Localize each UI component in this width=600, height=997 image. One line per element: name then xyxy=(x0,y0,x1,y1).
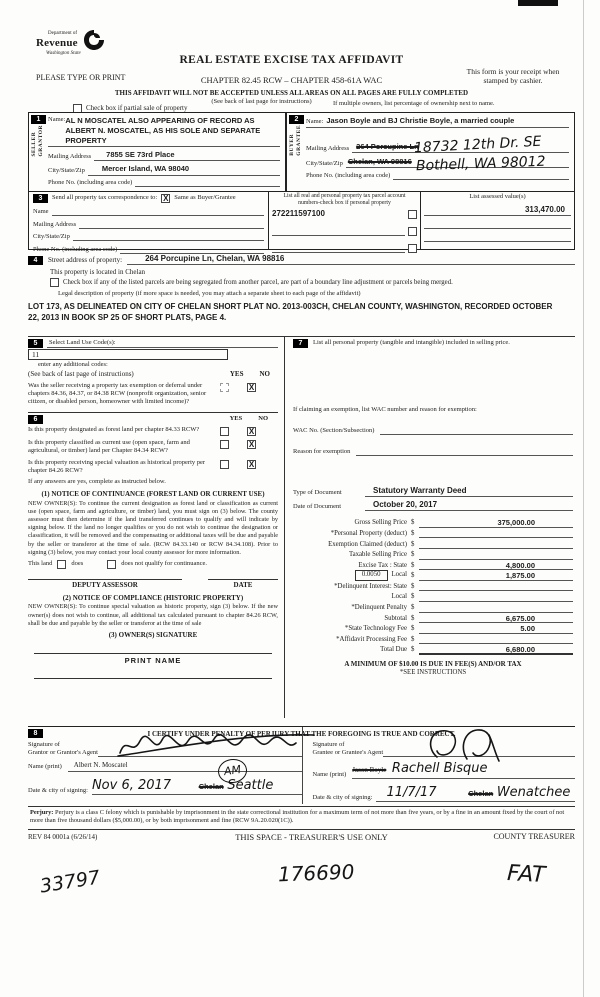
finance-row: Subtotal $ 6,675.00 xyxy=(293,613,573,624)
grantee-city-struck: Chelan xyxy=(468,788,494,798)
finance-row: *Affidavit Processing Fee $ xyxy=(293,634,573,645)
buyer-city-handwritten: Bothell, WA 98012 xyxy=(415,153,546,175)
see-back-note: (See back of last page for instructions) xyxy=(211,98,312,105)
owners-signature-line[interactable] xyxy=(34,642,272,654)
grantee-city-handwritten: Wenatchee xyxy=(496,784,571,800)
finance-row: *State Technology Fee $ 5.00 xyxy=(293,623,573,634)
section6-badge: 6 xyxy=(28,415,43,424)
section3-badge: 3 xyxy=(33,194,48,203)
doc-date-value[interactable]: October 20, 2017 xyxy=(373,500,438,510)
buyer-grantee-side-label: BUYER GRANTEE xyxy=(288,125,302,156)
parcel-number[interactable]: 272211597100 xyxy=(272,208,325,218)
send-correspondence-label: Send all property tax correspondence to: xyxy=(52,194,158,202)
grantee-date-handwritten: 11/7/17 xyxy=(386,784,437,800)
form-header xyxy=(28,0,575,112)
seller-name-value[interactable]: AL N MOSCATEL ALSO APPEARING OF RECORD AS ALBERT N. MOSCATEL, AS HIS SOLE AND SEPARATE PROPERTY xyxy=(65,116,261,145)
assessed-header: List assessed value(s) xyxy=(469,193,526,200)
parcel-header: List all real and personal property tax parcel account numbers-check box if personal property xyxy=(283,193,406,206)
logo-state-text: Washington State xyxy=(46,51,81,56)
rev-number: REV 84 0001a (6/26/14) xyxy=(28,832,98,841)
logo-revenue-text: Revenue xyxy=(36,37,78,50)
print-name-line[interactable] xyxy=(34,667,272,679)
s5-no-header: NO xyxy=(259,370,270,379)
revenue-swirl-icon xyxy=(83,29,105,54)
party-boxes xyxy=(28,112,575,192)
footer-row xyxy=(28,829,575,843)
corr-phone-field[interactable] xyxy=(120,253,264,254)
exemption-note: If claiming an exemption, list WAC number and reason for exemption: xyxy=(293,405,477,413)
s6-question-1: Is this property designated as forest land per chapter 84.33 RCW? xyxy=(28,426,200,434)
finance-table xyxy=(293,517,573,655)
section4-badge: 4 xyxy=(28,256,43,265)
grantee-name-label: Name (print) xyxy=(312,770,347,778)
s6-no-header: NO xyxy=(258,415,268,423)
legal-description-label: Legal description of property (if more space is needed, you may attach a separate sheet to each page of the affidavit) xyxy=(58,289,361,297)
stamp-text-right: FAT xyxy=(506,860,546,888)
land-use-code-value[interactable]: 11 xyxy=(28,349,228,360)
section8 xyxy=(28,726,575,804)
grantee-signature-block xyxy=(302,727,576,804)
perjury-paragraph xyxy=(28,806,575,829)
buyer-name-label: Name: xyxy=(306,117,324,125)
s6-q2-yes-checkbox[interactable] xyxy=(220,440,229,449)
finance-row: Taxable Selling Price $ xyxy=(293,549,573,560)
does-label: does xyxy=(71,560,84,568)
seller-grantor-side-label: SELLER GRANTOR xyxy=(30,125,44,157)
form-title: REAL ESTATE EXCISE TAX AFFIDAVIT xyxy=(179,54,404,66)
buyer-mailing-label: Mailing Address xyxy=(306,144,350,152)
gross-selling-price: 375,000.00 xyxy=(497,518,535,528)
land-use-label: Select Land Use Code(s): xyxy=(47,339,278,348)
stamp-number-center: 176690 xyxy=(277,859,355,886)
notice1-title: (1) NOTICE OF CONTINUANCE (FOREST LAND OR CURRENT USE) xyxy=(41,489,265,498)
land-does-checkbox[interactable] xyxy=(57,560,66,569)
section2-badge: 2 xyxy=(289,115,304,124)
please-type-label: PLEASE TYPE OR PRINT xyxy=(36,73,126,82)
grantee-date-label: Date & city of signing: xyxy=(312,793,373,801)
doc-type-value[interactable]: Statutory Warranty Deed xyxy=(373,485,467,495)
finance-row: Exemption Claimed (deduct) $ xyxy=(293,538,573,549)
buyer-box xyxy=(286,112,575,192)
county-treasurer-label: COUNTY TREASURER xyxy=(493,832,575,842)
buyer-phone-label: Phone No. (including area code) xyxy=(306,172,391,179)
seller-city-label: City/State/Zip xyxy=(48,167,85,175)
buyer-mailing-struck[interactable]: 264 Porcupine Ln xyxy=(356,141,419,151)
grantor-sig-label-1: Signature of xyxy=(28,740,60,748)
section5-badge: 5 xyxy=(28,339,43,348)
section7-badge: 7 xyxy=(293,339,308,348)
scan-edge-line xyxy=(583,0,584,997)
land-does-not-checkbox[interactable] xyxy=(107,560,116,569)
wac-label: WAC No. (Section/Subsection) xyxy=(293,426,375,434)
section3-row xyxy=(28,192,575,253)
grantor-signature-block xyxy=(28,727,302,804)
buyer-phone-field[interactable] xyxy=(393,179,569,180)
minimum-due-note: A MINIMUM OF $10.00 IS DUE IN FEE(S) AND/OR TAX xyxy=(344,659,522,668)
corr-city-field[interactable] xyxy=(73,240,264,241)
logo-dept-text: Department of xyxy=(48,31,78,36)
buyer-mailing-handwritten: 18732 12th Dr. SE xyxy=(413,133,542,157)
grantor-name-label: Name (print) xyxy=(28,763,62,771)
finance-row: *Delinquent Penalty $ xyxy=(293,602,573,613)
finance-row: Gross Selling Price $ 375,000.00 xyxy=(293,517,573,528)
parcel-field-2[interactable] xyxy=(272,235,405,236)
grantor-initials-circled: AM xyxy=(216,757,248,785)
corr-city-label: City/State/Zip xyxy=(33,233,70,241)
doc-date-label: Date of Document xyxy=(293,503,342,511)
deputy-assessor-line[interactable]: DEPUTY ASSESSOR xyxy=(28,579,182,590)
s6-question-2: Is this property classified as current use (open space, farm and agricultural, or timber) land per Chapter 84.34 RCW? xyxy=(28,439,190,455)
segregated-label: Check box if any of the listed parcels are being segregated from another parcel, are part of a boundary line adjustment or parcels being merged. xyxy=(63,278,453,286)
seller-phone-label: Phone No. (including area code) xyxy=(48,178,133,186)
receipt-note: This form is your receipt when stamped by cashier. xyxy=(466,67,560,86)
total-due: 6,680.00 xyxy=(505,644,535,654)
chapter-label: CHAPTER 82.45 RCW – CHAPTER 458-61A WAC xyxy=(200,75,383,85)
certify-statement: I CERTIFY UNDER PENALTY OF PERJURY THAT THE FOREGOING IS TRUE AND CORRECT. xyxy=(147,729,456,738)
finance-row: *Delinquent Interest: State $ xyxy=(293,581,573,592)
perjury-label: Perjury: xyxy=(30,808,54,816)
s6-note: If any answers are yes, complete as instructed below. xyxy=(28,477,166,485)
grantee-name-struck: Jason Boyle xyxy=(352,766,387,775)
buyer-name-value[interactable]: Jason Boyle and BJ Christie Boyle, a married couple xyxy=(326,116,515,125)
personal-property-checkbox-2[interactable] xyxy=(408,227,417,236)
s6-q1-no-checkbox[interactable]: X xyxy=(248,427,255,437)
s6-yes-header: YES xyxy=(229,415,243,423)
assessed-value[interactable]: 313,470.00 xyxy=(524,204,565,214)
grantor-name-value[interactable]: Albert N. Moscatel xyxy=(73,761,128,770)
mid-columns xyxy=(28,336,575,718)
street-address-label: Street address of property: xyxy=(48,256,123,265)
finance-row: *Personal Property (deduct) $ xyxy=(293,528,573,539)
section8-badge: 8 xyxy=(28,729,43,738)
same-as-buyer-checkbox[interactable]: X xyxy=(163,194,169,203)
corr-phone-label: Phone No. (including area code) xyxy=(33,245,118,253)
additional-codes-label: enter any additional codes: xyxy=(38,361,108,369)
s5-yes-checkbox[interactable] xyxy=(220,383,229,392)
owners-signature-label: (3) OWNER(S) SIGNATURE xyxy=(108,630,198,639)
multiple-owners-note: If multiple owners, list percentage of ownership next to name. xyxy=(333,100,495,107)
see-back-instructions: (See back of last page of instructions) xyxy=(28,370,134,379)
corr-mailing-label: Mailing Address xyxy=(33,220,77,228)
seller-box xyxy=(28,112,286,192)
segregated-checkbox[interactable] xyxy=(50,278,59,287)
grantor-city-struck: Chelan xyxy=(198,781,224,791)
assessed-field-3[interactable] xyxy=(424,241,571,242)
grantor-date-handwritten: Nov 6, 2017 xyxy=(91,777,172,793)
parcel-field-3[interactable] xyxy=(272,252,405,253)
personal-property-label: List all personal property (tangible and intangible) included in selling price. xyxy=(313,338,510,346)
buyer-city-struck[interactable]: Chelan, WA 98816 xyxy=(347,156,412,166)
seller-mailing-label: Mailing Address xyxy=(48,153,92,161)
s6-q1-yes-checkbox[interactable] xyxy=(220,427,229,436)
seller-city-value[interactable]: Mercer Island, WA 98040 xyxy=(101,164,190,174)
same-as-buyer-label: Same as Buyer/Grantee xyxy=(174,194,236,202)
subtotal: 6,675.00 xyxy=(505,613,535,623)
left-column xyxy=(28,337,285,718)
property-located-text: This property is located in Chelan xyxy=(50,267,146,276)
notice2-body: NEW OWNER(S): To continue special valuation as historic property, sign (3) below. If the new owner(s) does not wish to continue, all additional tax calculated pursuant to chapter 84.26 RCW, shall be due and payable by the seller or transferor at the time of sale xyxy=(28,603,278,627)
stamp-number-left: 33797 xyxy=(38,865,102,898)
personal-property-checkbox-3[interactable] xyxy=(408,244,417,253)
notice1-body: NEW OWNER(S): To continue the current designation as forest land or classification as current use (open space, farm and agriculture, or timber) land, you must sign on (3) below. The county assessor must then determine if the land transferred continues to qualify and will indicate by signing below. If the land no longer qualifies or you do not wish to continue the designation or classification, it will be removed and the compensating or additional taxes will be due and payable by the seller or transferor at the time of sale. (RCW 84.33.140 or RCW 84.34.108). Prior to signing (3) below, you may contact your local county assessor for more information. xyxy=(28,499,278,556)
seller-phone-field[interactable] xyxy=(135,186,280,187)
section4 xyxy=(28,250,575,324)
notice2-title: (2) NOTICE OF COMPLIANCE (HISTORIC PROPERTY) xyxy=(62,593,244,602)
date-line[interactable]: DATE xyxy=(208,579,278,590)
corr-mailing-field[interactable] xyxy=(79,228,264,229)
assessed-field-2[interactable] xyxy=(424,228,571,229)
corr-name-field[interactable] xyxy=(52,215,264,216)
s5-no-checkbox[interactable]: X xyxy=(248,382,255,392)
grantor-date-label: Date & city of signing: xyxy=(28,786,88,794)
section1-badge: 1 xyxy=(31,115,46,124)
finance-row: 0.0050 Local $ 1,875.00 xyxy=(293,570,573,581)
excise-tax-local: 1,875.00 xyxy=(505,571,535,581)
reason-label: Reason for exemption xyxy=(293,447,351,455)
grantor-sig-label-2: Grantor or Grantor's Agent xyxy=(28,749,98,757)
corr-name-label: Name xyxy=(33,208,49,215)
treasurer-space-label: THIS SPACE - TREASURER'S USE ONLY xyxy=(235,831,388,842)
buyer-city-label: City/State/Zip xyxy=(306,159,343,167)
finance-row: Local $ xyxy=(293,591,573,602)
s6-q3-no-checkbox[interactable]: X xyxy=(248,459,255,469)
doc-type-label: Type of Document xyxy=(293,488,342,496)
finance-row: Total Due $ 6,680.00 xyxy=(293,644,573,655)
s5-question: Was the seller receiving a property tax exemption or deferral under chapters 84.36, 84.37, or 84.38 RCW (nonprofit organization, senior citizen, or disabled person, homeowner with limited income)? xyxy=(28,381,207,406)
finance-row: Excise Tax : State $ 4,800.00 xyxy=(293,560,573,571)
wac-field[interactable] xyxy=(380,434,573,435)
s5-yes-header: YES xyxy=(229,370,244,379)
perjury-text: Perjury is a class C felony which is punishable by imprisonment in the state correctional institution for a maximum term of not more than five years, or by a fine in an amount fixed by the court of not more than five thousand dollars ($5,000.00), or by both imprisonment and fine (RCW 9A.20.020(1C)). xyxy=(30,808,565,825)
local-rate-box[interactable]: 0.0050 xyxy=(355,570,388,580)
grantee-sig-label-2: Grantee or Grantee's Agent xyxy=(312,749,384,757)
street-address-value[interactable]: 264 Porcupine Ln, Chelan, WA 98816 xyxy=(145,254,285,263)
personal-property-checkbox-1[interactable] xyxy=(408,210,417,219)
legal-description-value[interactable]: LOT 173, AS DELINEATED ON CITY OF CHELAN SHORT PLAT NO. 2013-003CH, CHELAN COUNTY, WASHINGTON, RECORDED OCTOBER 22, 2013 IN BOOK SP 25 OF SHORT PLATS, PAGE 4. xyxy=(28,302,553,322)
does-not-label: does not qualify for continuance. xyxy=(121,560,208,568)
grantor-signature xyxy=(116,729,316,761)
print-name-label: PRINT NAME xyxy=(124,655,182,665)
this-land-label: This land xyxy=(28,560,53,568)
seller-mailing-value[interactable]: 7855 SE 73rd Place xyxy=(106,150,175,160)
grantor-city-handwritten: Seattle xyxy=(227,777,274,793)
warning-text: THIS AFFIDAVIT WILL NOT BE ACCEPTED UNLESS ALL AREAS ON ALL PAGES ARE FULLY COMPLETED xyxy=(114,89,469,97)
seller-name-label: Name: xyxy=(48,116,66,123)
reason-field[interactable] xyxy=(356,455,573,456)
see-instructions-note: *SEE INSTRUCTIONS xyxy=(399,668,467,676)
excise-tax-state: 4,800.00 xyxy=(505,560,535,570)
partial-sale-label: Check box if partial sale of property xyxy=(86,104,188,113)
s6-q2-no-checkbox[interactable]: X xyxy=(248,440,255,450)
treasurer-stamps-area xyxy=(28,843,575,953)
grantee-sig-label-1: Signature of xyxy=(312,740,345,748)
grantee-name-handwritten: Rachell Bisque xyxy=(391,761,488,777)
s6-q3-yes-checkbox[interactable] xyxy=(220,460,229,469)
grantee-signature xyxy=(423,727,513,763)
state-technology-fee: 5.00 xyxy=(520,624,535,634)
right-column xyxy=(285,337,575,718)
s6-question-3: Is this property receiving special valuation as historical property per chapter 84.26 RCW? xyxy=(28,458,206,474)
